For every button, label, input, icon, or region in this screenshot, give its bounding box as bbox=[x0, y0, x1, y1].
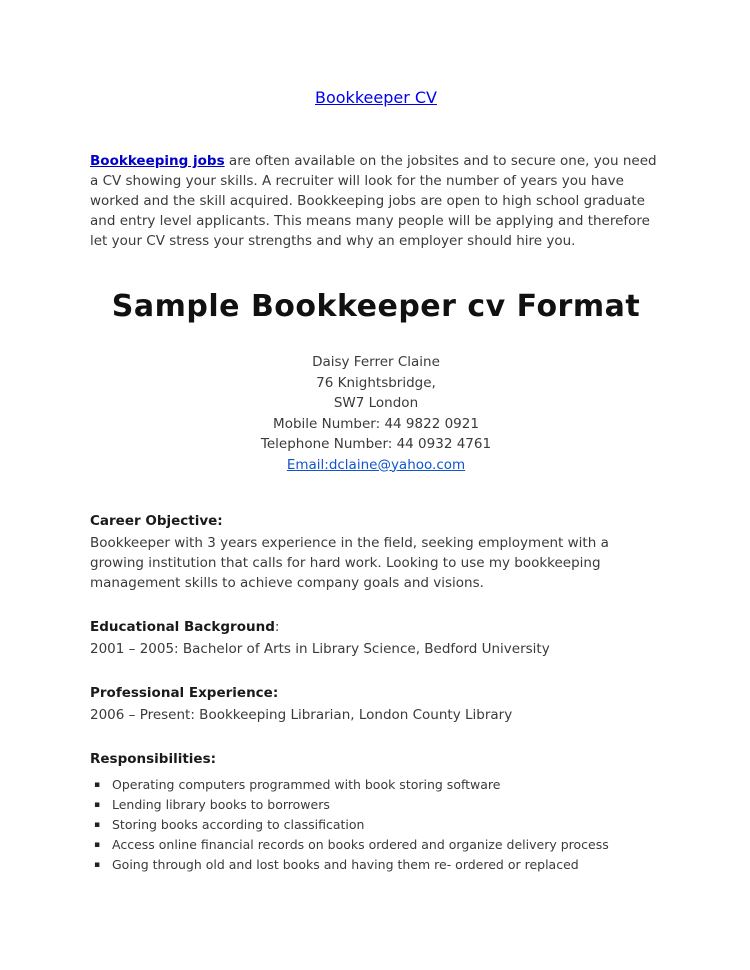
list-item bbox=[90, 775, 662, 795]
document-content bbox=[90, 88, 662, 875]
education-heading-colon: : bbox=[274, 619, 280, 635]
contact-email-row bbox=[90, 455, 662, 476]
bullet-marker: ▪ bbox=[94, 780, 101, 790]
career-objective-body: Bookkeeper with 3 years experience in the field, seeking employment with a growing institution that calls for hard work. Looking to use my bookkeeping management skills to achieve company goals and visions. bbox=[90, 535, 609, 591]
list-item-text: Operating computers programmed with book storing software bbox=[112, 777, 501, 792]
bullet-marker: ▪ bbox=[94, 820, 101, 830]
list-item-text: Storing books according to classification bbox=[112, 817, 365, 832]
education-heading bbox=[90, 617, 662, 637]
bullet-marker: ▪ bbox=[94, 860, 101, 870]
list-item-text: Access online financial records on books ordered and organize delivery process bbox=[112, 837, 609, 852]
contact-mobile: Mobile Number: 44 9822 0921 bbox=[273, 415, 479, 432]
education-body: 2001 – 2005: Bachelor of Arts in Library Science, Bedford University bbox=[90, 641, 550, 657]
experience-heading: Professional Experience: bbox=[90, 685, 279, 701]
list-item bbox=[90, 855, 662, 875]
contact-name: Daisy Ferrer Claine bbox=[312, 354, 440, 370]
responsibilities-list bbox=[90, 775, 662, 875]
experience-body: 2006 – Present: Bookkeeping Librarian, London County Library bbox=[90, 707, 513, 723]
bullet-marker: ▪ bbox=[94, 800, 101, 810]
contact-block bbox=[90, 352, 662, 475]
sample-format-heading: Sample Bookkeeper cv Format bbox=[111, 289, 641, 324]
bookkeeper-cv-title-link[interactable]: Bookkeeper CV bbox=[315, 88, 437, 107]
intro-text: are often available on the jobsites and to secure one, you need a CV showing your skills. A recruiter will look for the number of years you have worked and the skill acquired. Bookkeeping jobs are open to high school graduate and entry level applicants. This means many people will be applying and therefore let your CV stress your strengths and why an employer should hire you. bbox=[90, 153, 657, 249]
list-item bbox=[90, 795, 662, 815]
education-heading-text: Educational Background bbox=[90, 619, 275, 635]
contact-telephone: Telephone Number: 44 0932 4761 bbox=[260, 436, 492, 452]
section-responsibilities bbox=[90, 749, 662, 875]
page-title bbox=[90, 88, 662, 107]
list-item-text: Lending library books to borrowers bbox=[112, 797, 330, 812]
list-item bbox=[90, 835, 662, 855]
career-objective-heading: Career Objective: bbox=[90, 513, 223, 529]
contact-address-line2: SW7 London bbox=[333, 395, 419, 411]
list-item bbox=[90, 815, 662, 835]
section-career-objective bbox=[90, 511, 662, 593]
section-educational-background bbox=[90, 617, 662, 659]
bookkeeping-jobs-link[interactable]: Bookkeeping jobs bbox=[90, 153, 225, 169]
intro-paragraph bbox=[90, 151, 662, 251]
responsibilities-heading: Responsibilities: bbox=[90, 751, 217, 767]
contact-address-line1: 76 Knightsbridge, bbox=[316, 374, 436, 391]
section-professional-experience bbox=[90, 683, 662, 725]
email-link[interactable]: Email:dclaine@yahoo.com bbox=[286, 456, 466, 473]
list-item-text: Going through old and lost books and having them re- ordered or replaced bbox=[112, 857, 579, 872]
bullet-marker: ▪ bbox=[94, 840, 101, 850]
